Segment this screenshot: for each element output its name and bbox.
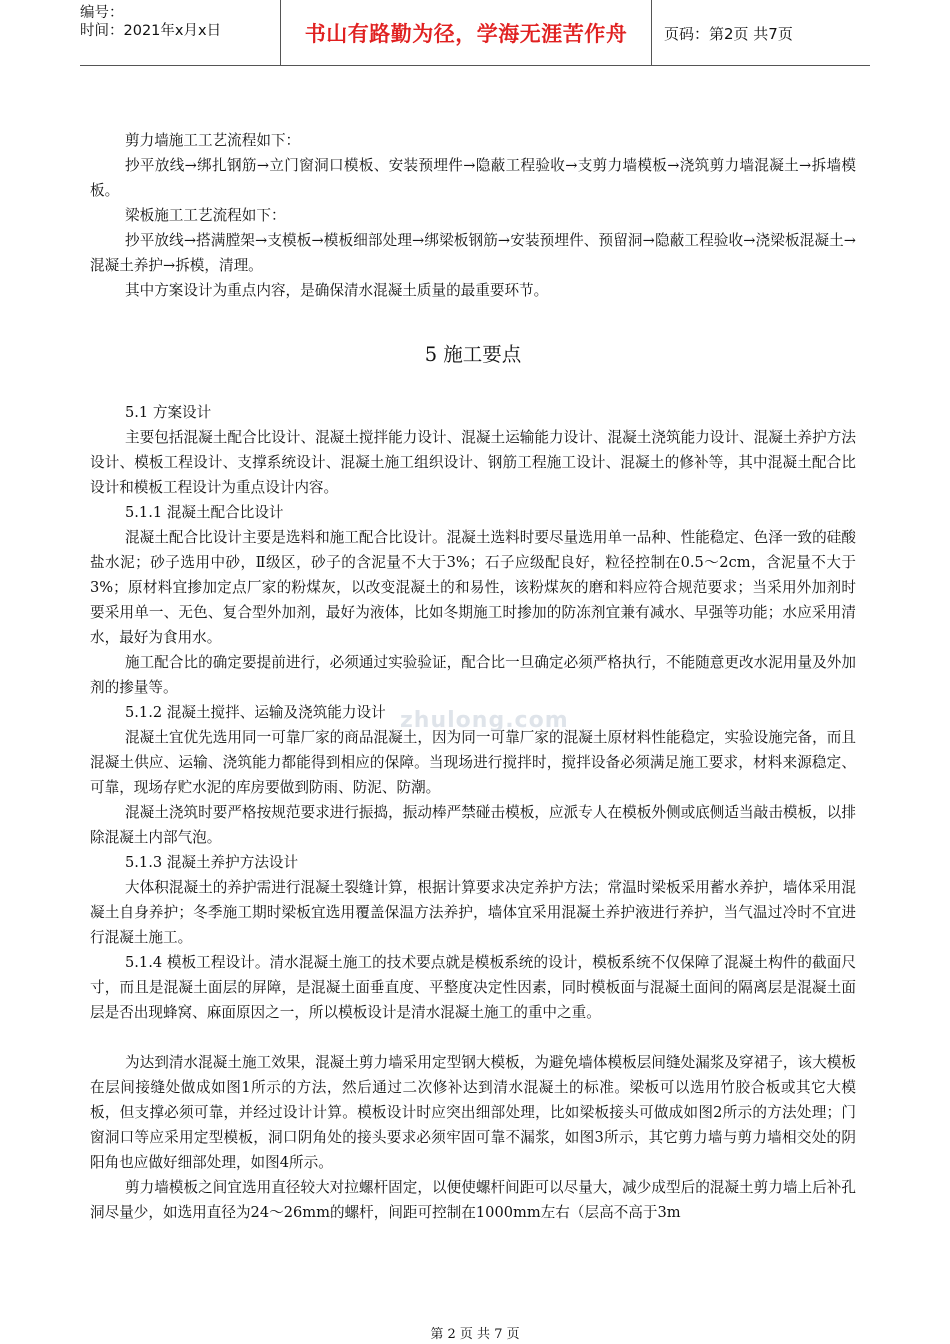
section-heading: 5 施工要点: [424, 343, 522, 366]
paragraph: 为达到清水混凝土施工效果，混凝土剪力墙采用定型钢大模板，为避免墙体模板层间缝处漏浆及穿裙子，该大模板在层间接缝处做成如图1所示的方法，然后通过二次修补达到清水混凝土的标准。梁板可以选用竹胶合板或其它大模板，但支撑必须可靠，并经过设计计算。模板设计时应突出细部处理，比如梁板接头可做成如图2所示的方法处理；门窗洞口等应采用定型模板，洞口阴角处的接头要求必须牢固可靠不漏浆，如图3所示，其它剪力墙与剪力墙相交处的阴阳角也应做好细部处理，如图4所示。: [90, 1054, 856, 1171]
number-label: 编号：: [80, 5, 124, 21]
watermark: zhulong.com: [400, 708, 569, 733]
page-header: [80, 0, 870, 66]
header-page-info: 页码：第2页 共7页: [664, 24, 793, 43]
paragraph: 梁板施工工艺流程如下：: [125, 207, 286, 224]
paragraph: 其中方案设计为重点内容，是确保清水混凝土质量的最重要环节。: [125, 282, 549, 299]
paragraph: 混凝土配合比设计主要是选料和施工配合比设计。混凝土选料时要尽量选用单一品种、性能稳定、色泽一致的硅酸盐水泥；砂子选用中砂，Ⅱ级区，砂子的含泥量不大于3%；石子应级配良好，粒径控制在0.5～2cm，含泥量不大于3%；原材料宜掺加定点厂家的粉煤灰，以改变混凝土的和易性，该粉煤灰的磨和料应符合规范要求；当采用外加剂时要采用单一、无色、复合型外加剂，最好为液体，比如冬期施工时掺加的防冻剂宜兼有减水、早强等功能；水应采用清水，最好为食用水。: [90, 529, 856, 646]
paragraph: 剪力墙施工工艺流程如下：: [125, 132, 301, 149]
paragraph: 剪力墙模板之间宜选用直径较大对拉螺杆固定，以便使螺杆间距可以尽量大，减少成型后的混凝土剪力墙上后补孔洞尽量少，如选用直径为24～26mm的螺杆，间距可控制在1000mm左右（层高不高于3m: [90, 1179, 856, 1221]
paragraph: 混凝土宜优先选用同一可靠厂家的商品混凝土，因为同一可靠厂家的混凝土原材料性能稳定，实验设施完备，而且混凝土供应、运输、浇筑能力都能得到相应的保障。当现场进行搅拌时，搅拌设备必须满足施工要求，材料来源稳定、可靠，现场存贮水泥的库房要做到防雨、防泥、防潮。: [90, 729, 856, 796]
time-label: 时间：2021年x月x日: [80, 23, 222, 39]
header-meta: [80, 0, 280, 66]
paragraph: 主要包括混凝土配合比设计、混凝土搅拌能力设计、混凝土运输能力设计、混凝土浇筑能力设计、混凝土养护方法设计、模板工程设计、支撑系统设计、混凝土施工组织设计、钢筋工程施工设计、混凝土的修补等，其中混凝土配合比设计和模板工程设计为重点设计内容。: [90, 429, 856, 496]
subsection-heading: 5.1.3 混凝土养护方法设计: [125, 854, 299, 871]
paragraph: 抄平放线→绑扎钢筋→立门窗洞口模板、安装预埋件→隐蔽工程验收→支剪力墙模板→浇筑剪力墙混凝土→拆墙模板。: [90, 157, 856, 199]
paragraph: 施工配合比的确定要提前进行，必须通过实验验证，配合比一旦确定必须严格执行，不能随意更改水泥用量及外加剂的掺量等。: [90, 654, 856, 696]
paragraph: 5.1.4 模板工程设计。清水混凝土施工的技术要点就是模板系统的设计，模板系统不仅保障了混凝土构件的截面尺寸，而且是混凝土面层的屏障，是混凝土面垂直度、平整度决定性因素，同时模板面与混凝土面间的隔离层是混凝土面层是否出现蜂窝、麻面原因之一，所以模板设计是清水混凝土施工的重中之重。: [90, 954, 856, 1021]
subsection-heading: 5.1.1 混凝土配合比设计: [125, 504, 284, 521]
page-footer: 第 2 页 共 7 页: [430, 1327, 520, 1342]
paragraph: 混凝土浇筑时要严格按规范要求进行振捣，振动棒严禁碰击模板，应派专人在模板外侧或底侧适当敲击模板，以排除混凝土内部气泡。: [90, 804, 856, 846]
paragraph: 大体积混凝土的养护需进行混凝土裂缝计算，根据计算要求决定养护方法；常温时梁板采用蓄水养护，墙体采用混凝土自身养护；冬季施工期时梁板宜选用覆盖保温方法养护，墙体宜采用混凝土养护液进行养护，当气温过冷时不宜进行混凝土施工。: [90, 879, 856, 946]
paragraph: 抄平放线→搭满膛架→支模板→模板细部处理→绑梁板钢筋→安装预埋件、预留洞→隐蔽工程验收→浇梁板混凝土→混凝土养护→拆模，清理。: [90, 232, 856, 274]
header-motto: 书山有路勤为径，学海无涯苦作舟: [280, 0, 652, 66]
subsection-heading: 5.1 方案设计: [125, 404, 212, 421]
subsection-heading: 5.1.2 混凝土搅拌、运输及浇筑能力设计: [125, 704, 386, 721]
